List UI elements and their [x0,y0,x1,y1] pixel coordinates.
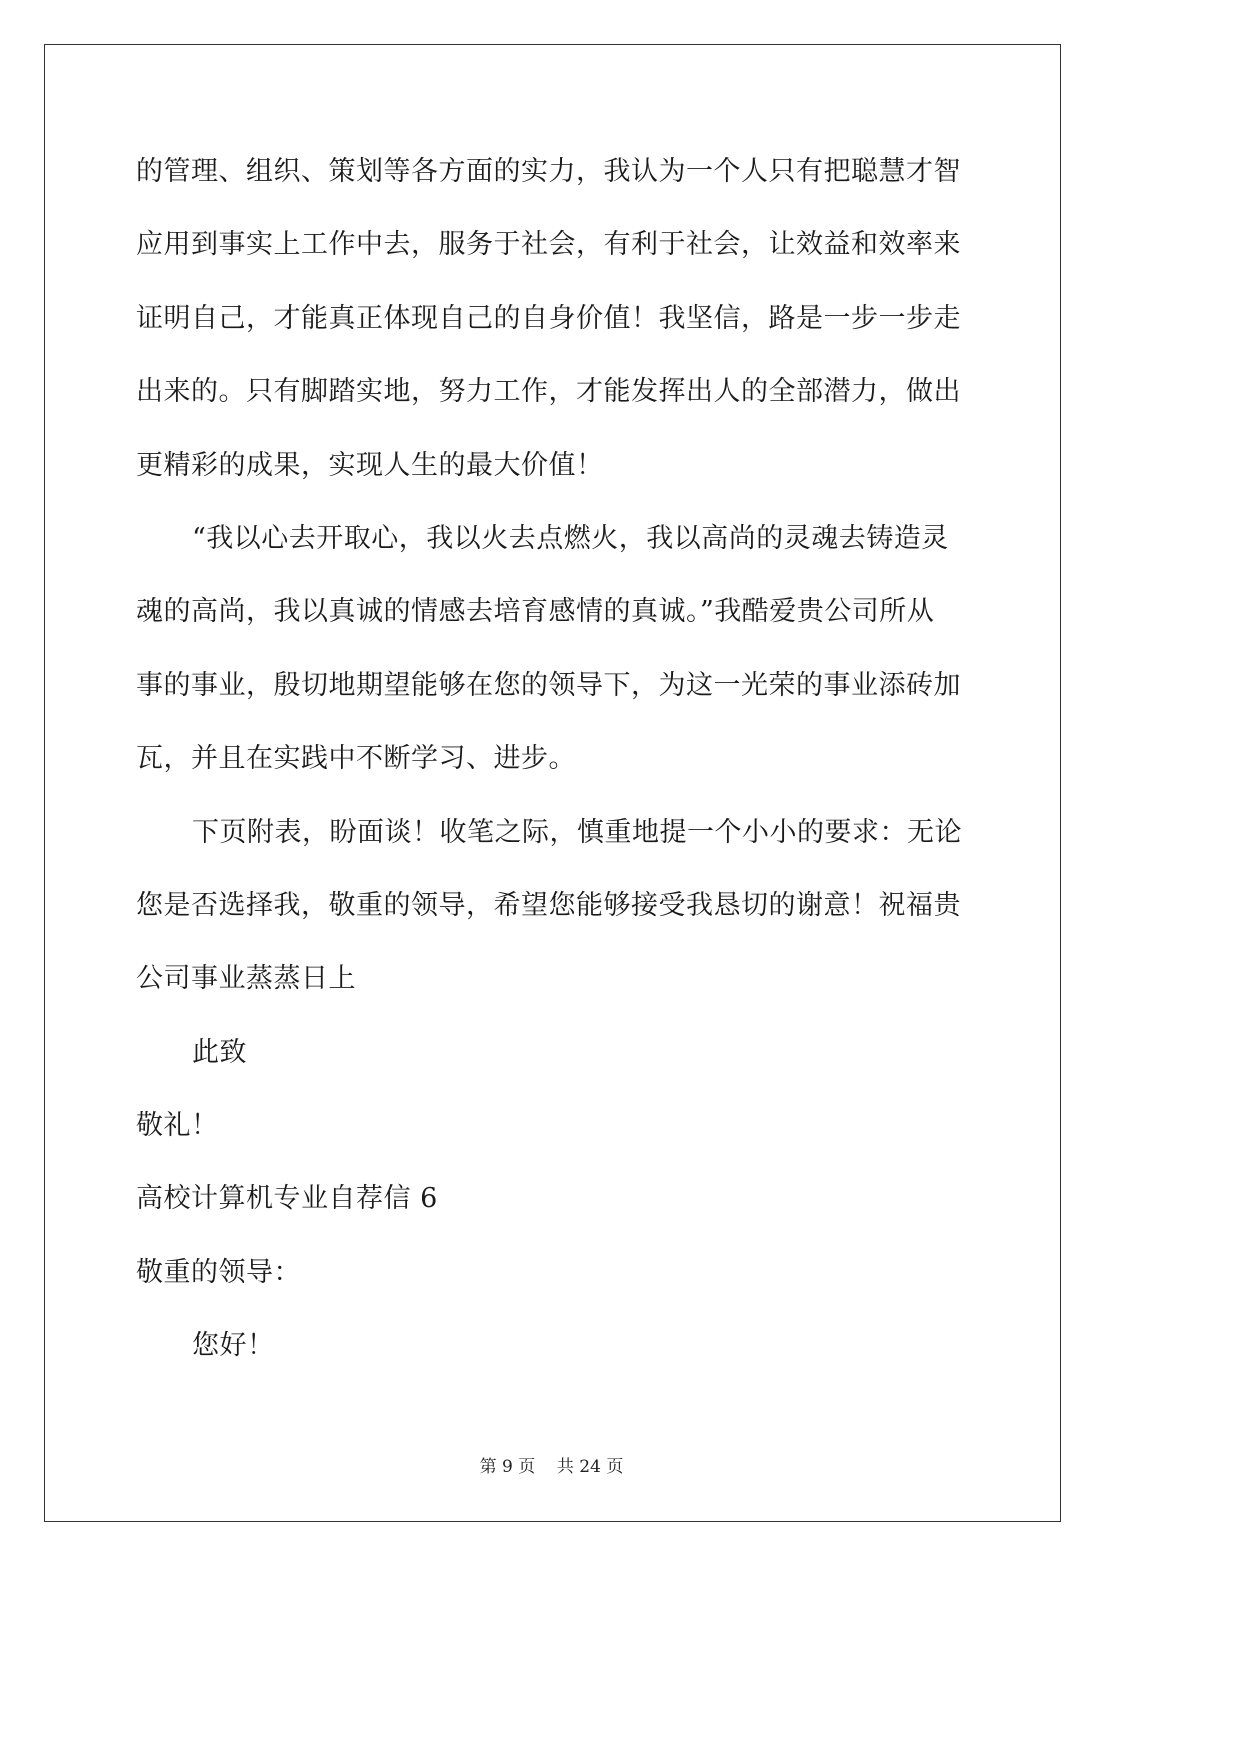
text-line: 公司事业蒸蒸日上 [136,963,356,995]
text-line: 您是否选择我，敬重的领导，希望您能够接受我恳切的谢意！祝福贵 [136,889,961,921]
text-line: 瓦，并且在实践中不断学习、进步。 [136,743,576,775]
footer-gap [535,1457,557,1477]
text-line: 魂的高尚，我以真诚的情感去培育感情的真诚。”我酷爱贵公司所从 [136,596,935,628]
text-line: 证明自己，才能真正体现自己的自身价值！我坚信，路是一步一步走 [136,302,961,334]
document-body [136,135,972,1383]
greeting: 您好！ [192,1330,275,1362]
closing-regards: 敬礼！ [136,1110,219,1142]
text-line: 更精彩的成果，实现人生的最大价值！ [136,449,604,481]
text-line: 应用到事实上工作中去，服务于社会，有利于社会，让效益和效率来 [136,229,961,261]
closing-salutation: 此致 [192,1036,247,1068]
text-line: 出来的。只有脚踏实地，努力工作，才能发挥出人的全部潜力，做出 [136,376,961,408]
paragraph-start-line: “我以心去开取心，我以火去点燃火，我以高尚的灵魂去铸造灵 [192,522,949,554]
page-footer [0,1452,1103,1477]
paragraph-start-line: 下页附表，盼面谈！收笔之际，慎重地提一个小小的要求：无论 [192,816,962,848]
total-pages: 共 24 页 [556,1457,624,1477]
page-number: 第 9 页 [479,1457,536,1477]
section-title: 高校计算机专业自荐信 6 [136,1183,438,1215]
text-line: 的管理、组织、策划等各方面的实力，我认为一个人只有把聪慧才智 [136,156,961,187]
text-line: 事的事业，殷切地期望能够在您的领导下，为这一光荣的事业添砖加 [136,669,961,701]
greeting-addressee: 敬重的领导： [136,1256,301,1288]
